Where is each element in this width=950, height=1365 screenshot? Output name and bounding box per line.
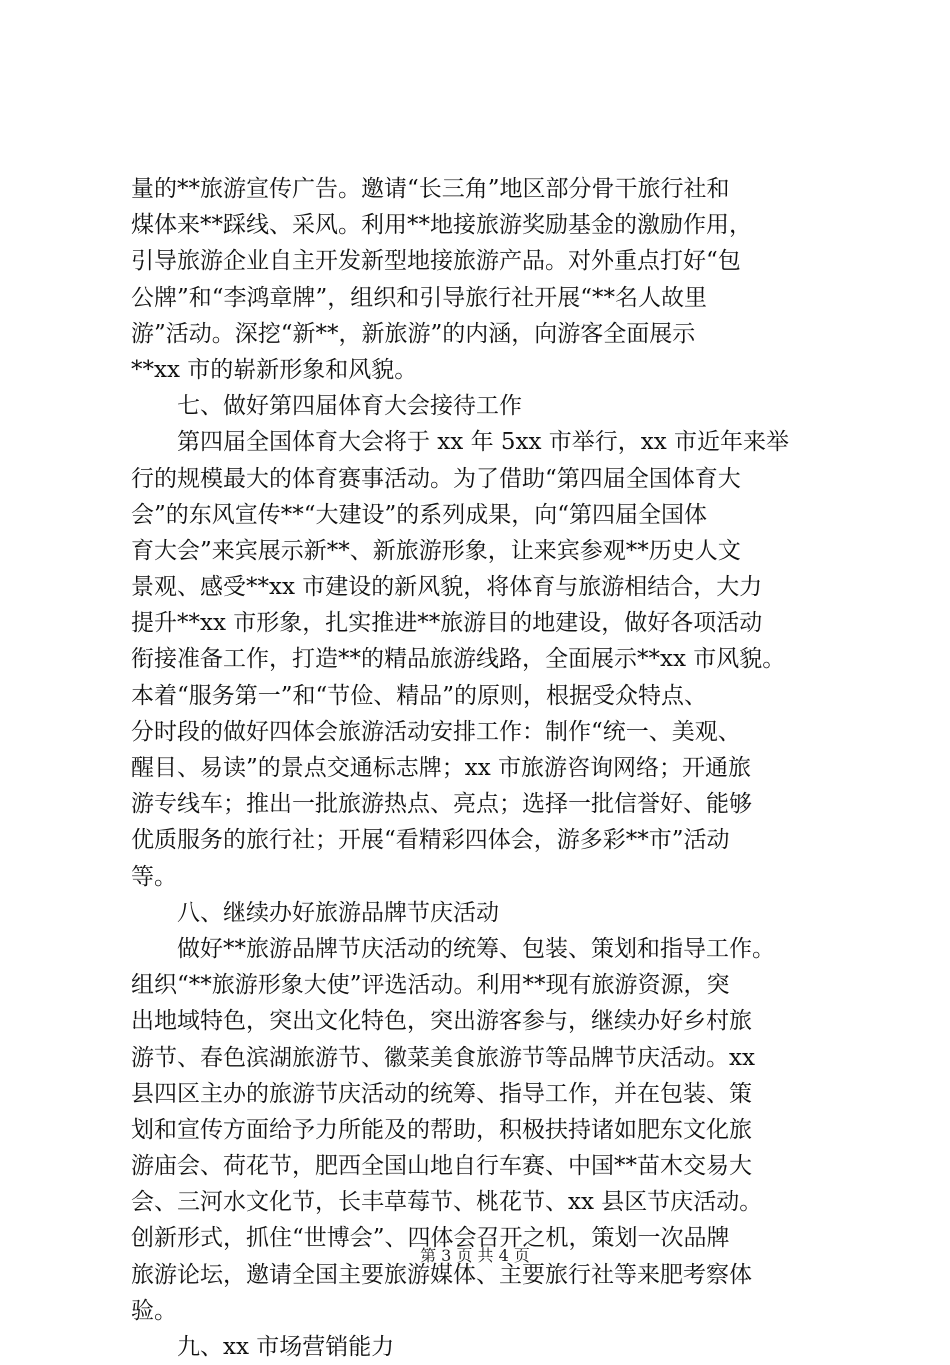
text-line: 做好**旅游品牌节庆活动的统筹、包装、策划和指导工作。: [177, 935, 775, 962]
text-line: 行的规模最大的体育赛事活动。为了借助“第四届全国体育大: [131, 465, 741, 492]
text-line: 出地域特色，突出文化特色，突出游客参与，继续办好乡村旅: [131, 1008, 752, 1035]
text-line: 第四届全国体育大会将于 xx 年 5xx 市举行，xx 市近年来举: [177, 429, 790, 456]
text-line: 量的**旅游宣传广告。邀请“长三角”地区部分骨干旅行社和: [131, 176, 730, 202]
text-line: 等。: [131, 863, 177, 890]
text-line: 景观、感受**xx 市建设的新风貌，将体育与旅游相结合，大力: [131, 574, 763, 601]
text-line: 提升**xx 市形象，扎实推进**旅游目的地建设，做好各项活动: [131, 610, 763, 637]
text-line: 优质服务的旅行社；开展“看精彩四体会，游多彩**市”活动: [131, 827, 730, 854]
text-line: 煤体来**踩线、采风。利用**地接旅游奖励基金的激励作用，: [131, 212, 752, 239]
text-line: 游专线车；推出一批旅游热点、亮点；选择一批信誉好、能够: [131, 791, 752, 818]
text-line: 游庙会、荷花节，肥西全国山地自行车赛、中国**苗木交易大: [131, 1153, 752, 1180]
text-line: 划和宣传方面给予力所能及的帮助，积极扶持诸如肥东文化旅: [131, 1116, 752, 1143]
text-line: 分时段的做好四体会旅游活动安排工作：制作“统一、美观、: [131, 718, 741, 745]
text-line: 验。: [131, 1297, 177, 1324]
text-line: 创新形式，抓住“世博会”、四体会召开之机，策划一次品牌: [131, 1225, 730, 1252]
page-number-footer: 第 3 页 共 4 页: [420, 1246, 530, 1265]
document-body: [131, 171, 831, 1365]
text-line: 会、三河水文化节，长丰草莓节、桃花节、xx 县区节庆活动。: [131, 1189, 763, 1216]
text-line: 引导旅游企业自主开发新型地接旅游产品。对外重点打好“包: [131, 248, 741, 275]
text-line: 公牌”和“李鸿章牌”，组织和引导旅行社开展“**名人故里: [131, 284, 708, 311]
section-heading: 七、做好第四届体育大会接待工作: [177, 393, 522, 420]
text-line: **xx 市的崭新形象和风貌。: [131, 356, 418, 383]
text-line: 旅游论坛，邀请全国主要旅游媒体、主要旅行社等来肥考察体: [131, 1261, 752, 1288]
text-line: 本着“服务第一”和“节俭、精品”的原则，根据受众特点、: [131, 682, 708, 709]
section-heading: 九、xx 市场营销能力: [177, 1334, 395, 1360]
text-line: 县四区主办的旅游节庆活动的统筹、指导工作，并在包装、策: [131, 1080, 752, 1107]
text-line: 游节、春色滨湖旅游节、徽菜美食旅游节等品牌节庆活动。xx: [131, 1044, 755, 1071]
text-line: 组织“**旅游形象大使”评选活动。利用**现有旅游资源，突: [131, 972, 730, 999]
text-line: 醒目、易读”的景点交通标志牌；xx 市旅游咨询网络；开通旅: [131, 755, 752, 781]
text-line: 衔接准备工作，打造**的精品旅游线路，全面展示**xx 市风貌。: [131, 646, 786, 673]
text-line: 游”活动。深挖“新**，新旅游”的内涵，向游客全面展示: [131, 320, 696, 347]
section-heading: 八、继续办好旅游品牌节庆活动: [177, 899, 499, 926]
text-line: 育大会”来宾展示新**、新旅游形象，让来宾参观**历史人文: [131, 537, 741, 564]
text-line: 会”的东风宣传**“大建设”的系列成果，向“第四届全国体: [131, 501, 708, 528]
